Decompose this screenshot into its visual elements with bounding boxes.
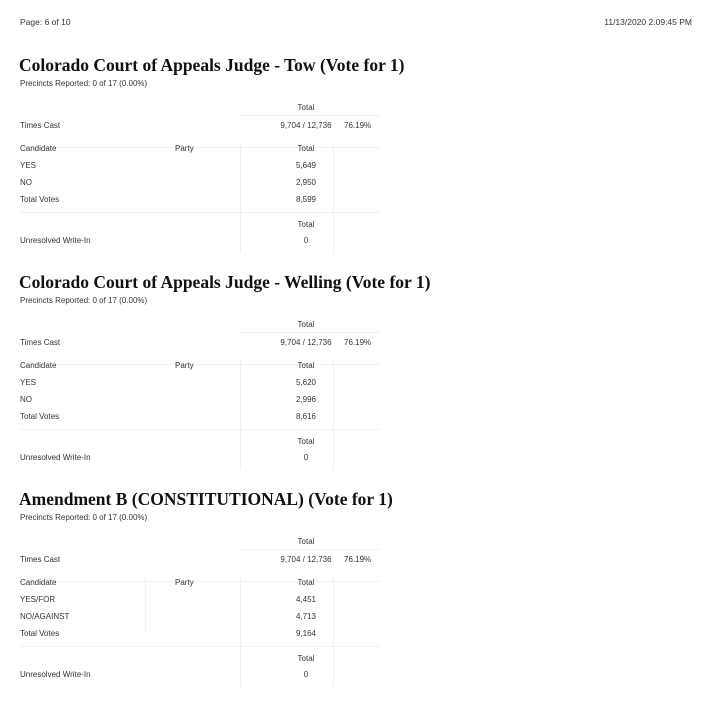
total-header: Total <box>297 361 315 370</box>
candidate-header: Candidate <box>20 578 57 587</box>
contest-title: Colorado Court of Appeals Judge - Tow (Vote for 1) <box>19 55 405 75</box>
writein-label: Unresolved Write-In <box>20 670 91 679</box>
party-header: Party <box>175 361 194 370</box>
grid-line <box>20 646 380 647</box>
choice-label: NO <box>20 395 32 404</box>
choice-votes: 2,950 <box>295 178 317 187</box>
times-cast-header: Total <box>297 103 315 112</box>
total-votes-label: Total Votes <box>20 195 60 204</box>
contest-section <box>0 55 720 273</box>
choice-label: YES <box>20 161 37 170</box>
grid-line <box>240 549 380 550</box>
contest-title: Amendment B (CONSTITUTIONAL) (Vote for 1) <box>19 489 393 509</box>
choice-label: NO/AGAINST <box>20 612 70 621</box>
grid-line <box>145 577 146 632</box>
writein-header: Total <box>297 437 315 446</box>
grid-line <box>240 332 380 333</box>
choice-votes: 5,620 <box>295 378 317 387</box>
total-votes-value: 8,616 <box>295 412 317 421</box>
grid-line <box>20 212 380 213</box>
times-cast-label: Times Cast <box>20 555 61 564</box>
writein-value: 0 <box>303 236 309 245</box>
times-cast-percent: 76.19% <box>344 555 372 564</box>
contest-section <box>0 489 720 707</box>
times-cast-label: Times Cast <box>20 121 61 130</box>
precincts-reported: Precincts Reported: 0 of 17 (0.00%) <box>20 513 148 522</box>
choice-label: YES/FOR <box>20 595 56 604</box>
times-cast-value: 9,704 / 12,736 <box>280 338 332 347</box>
writein-value: 0 <box>303 670 309 679</box>
precincts-reported: Precincts Reported: 0 of 17 (0.00%) <box>20 79 148 88</box>
writein-header: Total <box>297 220 315 229</box>
choice-votes: 2,996 <box>295 395 317 404</box>
total-header: Total <box>297 578 315 587</box>
writein-label: Unresolved Write-In <box>20 453 91 462</box>
report-timestamp: 11/13/2020 2:09:45 PM <box>604 17 692 27</box>
writein-label: Unresolved Write-In <box>20 236 91 245</box>
choice-votes: 4,713 <box>295 612 317 621</box>
times-cast-value: 9,704 / 12,736 <box>280 121 332 130</box>
total-header: Total <box>297 144 315 153</box>
total-votes-value: 9,164 <box>295 629 317 638</box>
page-number: Page: 6 of 10 <box>20 17 71 27</box>
times-cast-value: 9,704 / 12,736 <box>280 555 332 564</box>
writein-header: Total <box>297 654 315 663</box>
contest-section <box>0 272 720 490</box>
times-cast-header: Total <box>297 537 315 546</box>
times-cast-percent: 76.19% <box>344 121 372 130</box>
choice-votes: 4,451 <box>295 595 317 604</box>
total-votes-value: 8,599 <box>295 195 317 204</box>
choice-label: YES <box>20 378 37 387</box>
grid-line <box>240 115 380 116</box>
times-cast-label: Times Cast <box>20 338 61 347</box>
times-cast-percent: 76.19% <box>344 338 372 347</box>
total-votes-label: Total Votes <box>20 629 60 638</box>
precincts-reported: Precincts Reported: 0 of 17 (0.00%) <box>20 296 148 305</box>
choice-votes: 5,649 <box>295 161 317 170</box>
total-votes-label: Total Votes <box>20 412 60 421</box>
candidate-header: Candidate <box>20 144 57 153</box>
party-header: Party <box>175 144 194 153</box>
choice-label: NO <box>20 178 32 187</box>
grid-line <box>20 429 380 430</box>
contest-title: Colorado Court of Appeals Judge - Welling (Vote for 1) <box>19 272 431 292</box>
party-header: Party <box>175 578 194 587</box>
times-cast-header: Total <box>297 320 315 329</box>
writein-value: 0 <box>303 453 309 462</box>
candidate-header: Candidate <box>20 361 57 370</box>
